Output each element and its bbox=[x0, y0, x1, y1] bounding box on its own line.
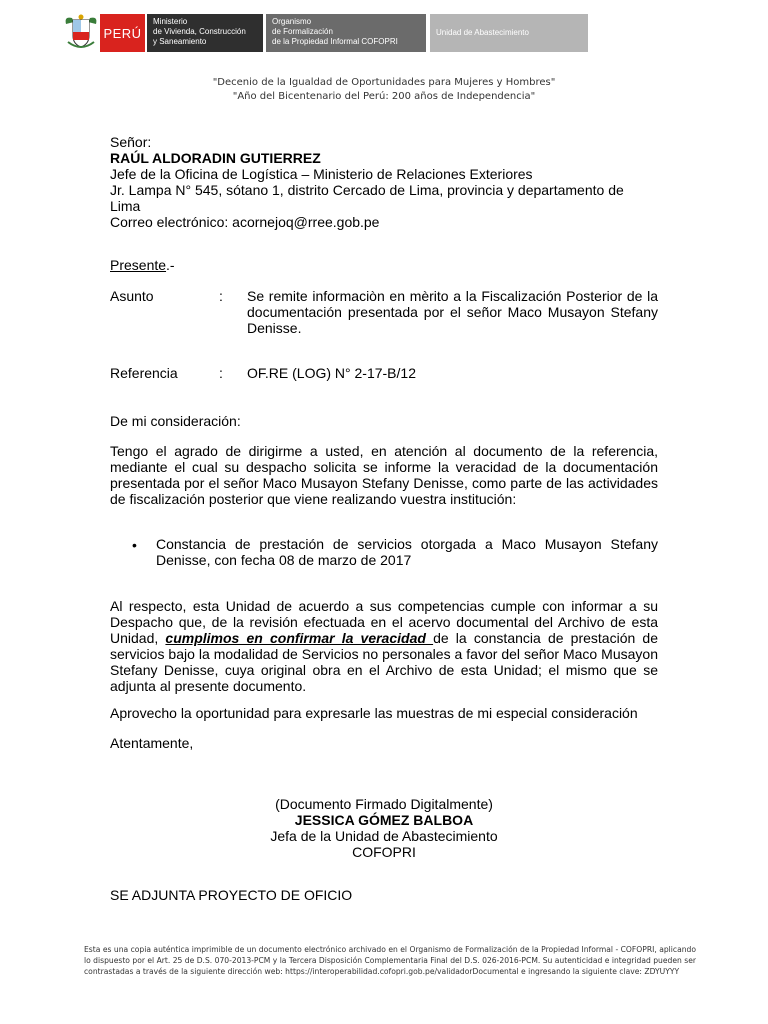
paragraph-2 bbox=[110, 598, 658, 694]
presente-label: Presente bbox=[110, 257, 167, 273]
presente bbox=[110, 257, 175, 273]
salutation: Señor: bbox=[110, 134, 152, 150]
organism-line: de la Propiedad Informal COFOPRI bbox=[272, 37, 398, 46]
signature-block bbox=[0, 796, 768, 860]
unit-box bbox=[430, 14, 588, 52]
paragraph-1: Tengo el agrado de dirigirme a usted, en atención al documento de la referencia, mediante el cual su despacho solicita se informe la veracidad de la documentación presentada por el señor Maco Musayon Stefany Denisse, como parte de las actividades de fiscalización posterior que viene realizando vuestra institución: bbox=[110, 443, 658, 507]
decenio-line-1: "Decenio de la Igualdad de Oportunidades para Mujeres y Hombres" bbox=[212, 77, 556, 88]
attachment-note: SE ADJUNTA PROYECTO DE OFICIO bbox=[110, 887, 353, 903]
recipient-block bbox=[110, 134, 670, 230]
paragraph-2-emphasis: cumplimos en confirmar la veracidad bbox=[165, 630, 434, 646]
referencia-label: Referencia bbox=[110, 365, 178, 381]
referencia-text: OF.RE (LOG) N° 2-17-B/12 bbox=[247, 365, 416, 381]
presente-suffix: .- bbox=[166, 257, 175, 273]
signature-name: JESSICA GÓMEZ BALBOA bbox=[294, 812, 474, 828]
recipient-address: Jr. Lampa N° 545, sótano 1, distrito Cercado de Lima, provincia y departamento de bbox=[110, 182, 624, 198]
ministry-line: y Saneamiento bbox=[153, 37, 207, 46]
ministry-box bbox=[147, 14, 263, 52]
bullet-item: Constancia de prestación de servicios otorgada a Maco Musayon Stefany Denisse, con fecha 08 de marzo de 2017 bbox=[156, 536, 658, 568]
organism-line: Organismo bbox=[272, 17, 312, 26]
closing: Aprovecho la oportunidad para expresarle las muestras de mi especial consideración bbox=[110, 705, 638, 721]
ministry-line: Ministerio bbox=[153, 17, 188, 26]
bullet-dot: • bbox=[132, 537, 137, 553]
recipient-email: Correo electrónico: acornejoq@rree.gob.pe bbox=[110, 214, 380, 230]
recipient-name: RAÚL ALDORADIN GUTIERREZ bbox=[110, 150, 321, 166]
organism-box bbox=[266, 14, 426, 52]
recipient-position: Jefe de la Oficina de Logística – Ministerio de Relaciones Exteriores bbox=[110, 166, 533, 182]
unit-label: Unidad de Abastecimiento bbox=[436, 28, 529, 37]
signature-org: COFOPRI bbox=[352, 844, 416, 860]
asunto-text: Se remite informaciòn en mèrito a la Fiscalización Posterior de la documentación presentada por el señor Maco Musayon Stefany Denisse. bbox=[247, 288, 658, 336]
paragraph-2-before: Al respecto, esta Unidad de acuerdo a sus competencias cumple con informar a su Despacho que, de la revisión efectuada en el acervo documental del Archivo de esta Unidad, bbox=[110, 598, 658, 646]
coat-of-arms-icon bbox=[62, 12, 100, 52]
recipient-address-2: Lima bbox=[110, 198, 141, 214]
ministry-line: de Vivienda, Construcción bbox=[153, 27, 246, 36]
paragraph-2-after: de la constancia de prestación de servicios bajo la modalidad de Servicios no personales a favor del señor Maco Musayon Stefany Denisse, cuya original obra en el Archivo de esta Unidad; el mismo que se adjunta al presente documento. bbox=[110, 630, 658, 694]
asunto-colon: : bbox=[219, 288, 223, 304]
asunto-label: Asunto bbox=[110, 288, 154, 304]
peru-logo: PERÚ bbox=[100, 14, 145, 52]
greeting: De mi consideración: bbox=[110, 413, 241, 429]
decenio-banner bbox=[0, 76, 768, 104]
footer-authenticity: Esta es una copia auténtica imprimible de un documento electrónico archivado en el Organismo de Formalización de la Propiedad Informal - COFOPRI, aplicando lo dispuesto por el Art. 25 de D.S. 070-2013-PCM y la Tercera Disposición Complementaria Final del D.S. 026-2016-PCM. Su autenticidad e integridad pueden ser contrastadas a través de la siguiente dirección web: https://interoperabilidad.cofopri.gob.pe/validadorDocumental e ingresando la siguiente clave: ZDYUYYY bbox=[84, 945, 696, 976]
signature-title: Jefa de la Unidad de Abastecimiento bbox=[270, 828, 498, 844]
signature-note: (Documento Firmado Digitalmente) bbox=[275, 796, 493, 812]
decenio-line-2: "Año del Bicentenario del Perú: 200 años de Independencia" bbox=[232, 91, 536, 102]
regards: Atentamente, bbox=[110, 735, 194, 751]
organism-line: de Formalización bbox=[272, 27, 333, 36]
referencia-colon: : bbox=[219, 365, 223, 381]
